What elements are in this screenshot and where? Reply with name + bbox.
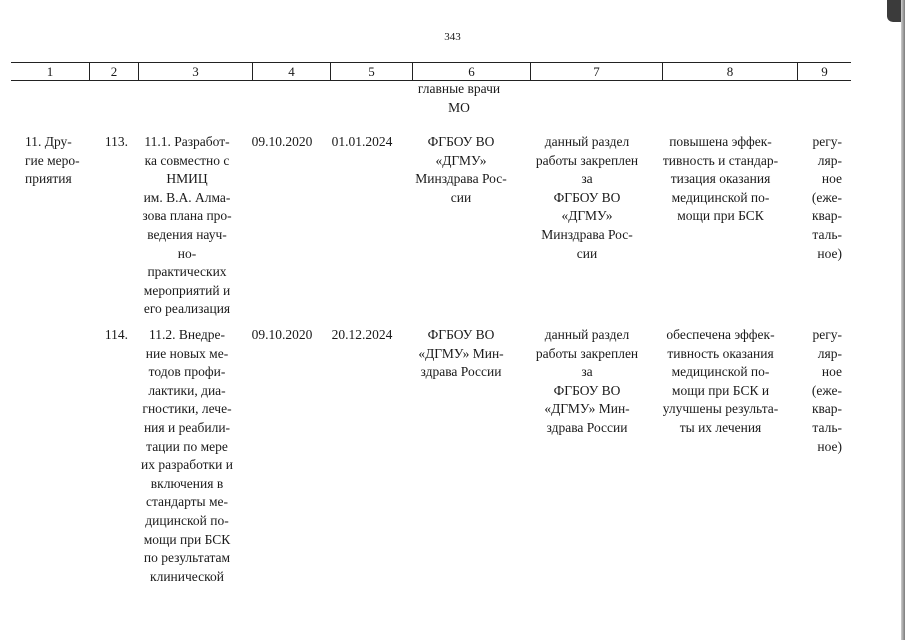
row-113-start-date: 09.10.2020 bbox=[251, 134, 313, 149]
header-col-7: 7 bbox=[530, 63, 662, 80]
header-col-6: 6 bbox=[412, 63, 530, 80]
row-114-start-date: 09.10.2020 bbox=[251, 327, 313, 342]
header-col-5: 5 bbox=[330, 63, 412, 80]
row-113-responsible: ФГБОУ ВО «ДГМУ» Минздрава Рос- сии bbox=[415, 134, 507, 205]
row-114-end-date: 20.12.2024 bbox=[331, 327, 393, 342]
row-114-result: обеспечена эффек- тивность оказания медицинской по- мощи при БСК и улучшены результа- ты их лечения bbox=[662, 327, 779, 435]
row-113-number: 113. bbox=[104, 134, 128, 149]
row-113-activity: 11.1. Разработ- ка совместно с НМИЦ им. В.А. Алма- зова плана про- ведения науч- но- практических мероприятий и его реализация bbox=[142, 134, 232, 317]
row-113-section: 11. Дру- гие меро- приятия bbox=[25, 134, 80, 187]
header-col-3: 3 bbox=[138, 63, 252, 80]
scan-corner-mark bbox=[887, 0, 901, 22]
header-col-1: 1 bbox=[46, 64, 54, 79]
row-113-end-date: 01.01.2024 bbox=[331, 134, 393, 149]
header-col-8: 8 bbox=[662, 63, 797, 80]
row-114-activity: 11.2. Внедре- ние новых ме- тодов профи- лактики, диа- гностики, лече- ния и реабили- тации по мере их разработки и включения в стандарты ме- дицинской по- мощи при БСК по результатам клинической bbox=[141, 327, 233, 584]
scan-edge bbox=[901, 0, 905, 640]
row-114-frequency: регу- ляр- ное (еже- квар- таль- ное) bbox=[811, 327, 842, 454]
row-114-note: данный раздел работы закреплен за ФГБОУ ВО «ДГМУ» Мин- здрава России bbox=[535, 327, 639, 435]
row-114-responsible: ФГБОУ ВО «ДГМУ» Мин- здрава России bbox=[418, 327, 504, 380]
header-col-9: 9 bbox=[797, 63, 851, 80]
table-header-row bbox=[11, 62, 851, 81]
header-col-2: 2 bbox=[89, 63, 138, 80]
continuation-col6: главные врачи МО bbox=[417, 81, 501, 115]
row-113-frequency: регу- ляр- ное (еже- квар- таль- ное) bbox=[811, 134, 842, 261]
row-113-note: данный раздел работы закреплен за ФГБОУ ВО «ДГМУ» Минздрава Рос- сии bbox=[535, 134, 639, 261]
row-114-number: 114. bbox=[104, 327, 128, 342]
header-col-4: 4 bbox=[252, 63, 330, 80]
row-113-result: повышена эффек- тивность и стандар- тизация оказания медицинской по- мощи при БСК bbox=[662, 134, 779, 224]
page-number: 343 bbox=[444, 31, 461, 43]
